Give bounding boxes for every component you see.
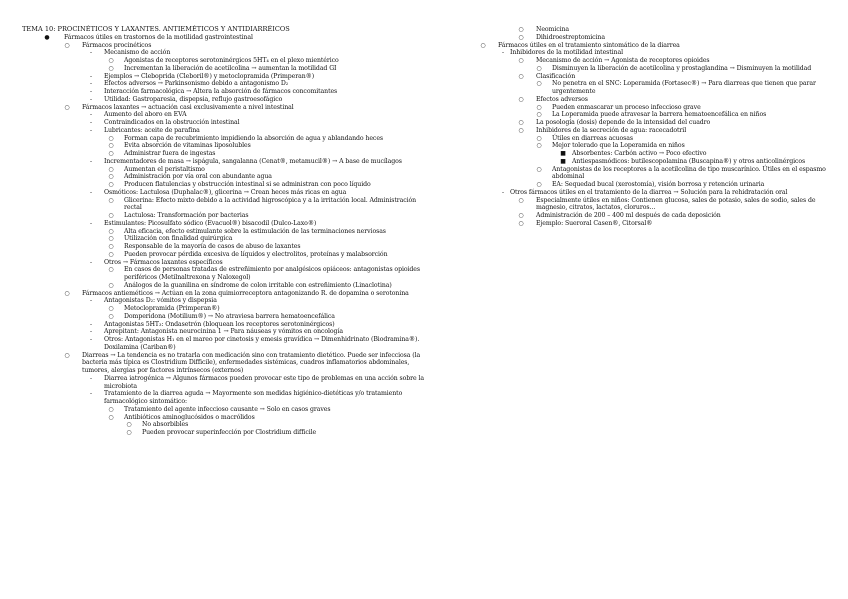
bullet-marker: ○: [518, 57, 524, 64]
outline-item: [22, 173, 434, 181]
bullet-marker: ○: [108, 227, 114, 235]
outline-text: Efectos adversos: [536, 95, 588, 103]
outline-item: [480, 34, 832, 42]
outline-item: [480, 197, 832, 213]
outline-text: Aprepitant: Antagonista neurocinina 1 → Para náuseas y vómitos en oncología: [104, 328, 343, 336]
outline-item: [480, 104, 832, 112]
bullet-marker: ○: [64, 41, 70, 49]
outline-text: Antagonistas de los receptores a la acetilcolina de tipo muscarínico. Útiles en el espasmo abdominal: [552, 165, 826, 181]
bullet-marker: ○: [126, 421, 132, 429]
outline-text: Diarreas → La tendencia es no tratarla con medicación sino con tratamiento dietético. Puede ser infecciosa (la bacteria más típica es Clostridium Difficile), enfermedades sistémicas, cuadros inflamatorios abdominales, tumores, alergias por factores intrínsecos (externos): [82, 351, 421, 374]
bullet-marker: ■: [560, 157, 566, 165]
outline-item: [22, 375, 434, 391]
outline-text: Tratamiento del agente infeccioso causante → Solo en casos graves: [124, 405, 331, 413]
bullet-marker: -: [90, 219, 92, 227]
outline-item: [480, 220, 832, 228]
outline-text: Fármacos procinéticos: [82, 41, 152, 49]
outline-text: No penetra en el SNC: Loperamida (Fortasec®) → Para diarreas que tienen que parar urgentemente: [552, 80, 816, 95]
outline-text: Dihidroestreptomicina: [536, 33, 605, 41]
outline-text: Absorbentes: Carbón activo → Poco efectivo: [572, 150, 707, 157]
bullet-marker: ○: [108, 281, 114, 289]
outline-text: Antagonistas D₂: vómitos y dispepsia: [104, 297, 217, 305]
bullet-marker: -: [90, 374, 92, 382]
bullet-marker: ○: [108, 413, 114, 421]
outline-text: Ejemplos → Cleboprida (Cleboril®) y metoclopramida (Primperan®): [104, 72, 315, 80]
outline-text: Diarrea iatrogénica → Algunos fármacos pueden provocar este tipo de problemas en una acción sobre la microbiota: [104, 374, 424, 390]
bullet-marker: -: [90, 88, 92, 95]
bullet-marker: -: [90, 258, 92, 266]
bullet-marker: ●: [44, 33, 50, 41]
bullet-marker: ○: [108, 181, 114, 188]
outline-text: Forman capa de recubrimiento impidiendo la absorción de agua y ablandando heces: [124, 134, 383, 142]
bullet-marker: -: [90, 336, 92, 343]
outline-item: [480, 212, 832, 220]
outline-text: Efectos adversos → Parkinsonismo debido a antagonismo D₂: [104, 80, 289, 88]
bullet-marker: ○: [536, 111, 542, 119]
bullet-marker: ○: [518, 26, 524, 33]
right-outline: [480, 26, 832, 228]
bullet-marker: ○: [536, 103, 542, 111]
bullet-marker: ○: [64, 289, 70, 297]
outline-item: [22, 328, 434, 336]
outline-text: Otros fármacos útiles en el tratamiento de la diarrea → Solución para la rehidratación oral: [510, 188, 788, 196]
outline-text: Incrementadores de masa → ispágula, sangalanna (Cenat®, metamucil®) → A base de mucílagos: [104, 157, 402, 165]
right-column: [480, 26, 832, 228]
outline-item: [22, 282, 434, 290]
bullet-marker: ○: [518, 219, 524, 227]
outline-item: [22, 390, 434, 406]
outline-text: Pueden provocar pérdida excesiva de líquidos y electrolitos, proteínas y malabsorción: [124, 250, 388, 258]
outline-item: [480, 73, 832, 81]
outline-text: Otros → Fármacos laxantes específicos: [104, 258, 223, 266]
outline-text: Mecanismo de acción: [104, 49, 171, 57]
outline-text: La posología (dosis) depende de la intensidad del cuadro: [536, 119, 711, 126]
outline-text: Inhibidores de la motilidad intestinal: [510, 49, 623, 57]
bullet-marker: ○: [108, 212, 114, 219]
bullet-marker: -: [90, 95, 92, 103]
bullet-marker: -: [90, 72, 92, 80]
outline-text: Mecanismo de acción → Agonista de receptores opioides: [536, 57, 710, 64]
outline-item: [22, 197, 434, 213]
bullet-marker: ○: [108, 134, 114, 142]
bullet-marker: ■: [560, 150, 566, 157]
outline-text: Administrar fuera de ingestas: [124, 150, 216, 157]
outline-item: [22, 65, 434, 73]
outline-item: [480, 26, 832, 34]
outline-text: Administración por vía oral con abundante agua: [124, 173, 272, 181]
bullet-marker: -: [502, 49, 504, 57]
bullet-marker: ○: [108, 266, 114, 274]
outline-item: [22, 189, 434, 197]
outline-text: Lactulosa: Transformación por bacterias: [124, 212, 249, 219]
outline-item: [480, 57, 832, 65]
outline-item: [480, 65, 832, 73]
bullet-marker: -: [90, 390, 92, 398]
outline-item: [480, 119, 832, 127]
outline-text: Útiles en diarreas acuosas: [552, 134, 633, 142]
outline-text: Mejor tolerado que la Loperamida en niños: [552, 142, 685, 150]
outline-text: Agonistas de receptores serotoninérgicos 5HT₄ en el plexo mientérico: [124, 57, 339, 64]
bullet-marker: ○: [518, 196, 524, 204]
outline-item: [480, 189, 832, 197]
bullet-marker: ○: [518, 212, 524, 219]
bullet-marker: ○: [108, 243, 114, 250]
outline-item: [22, 421, 434, 429]
bullet-marker: -: [90, 111, 92, 119]
bullet-marker: ○: [108, 64, 114, 72]
bullet-marker: -: [90, 188, 92, 196]
outline-text: EA: Sequedad bucal (xerostomía), visión borrosa y retención urinaria: [552, 181, 765, 188]
bullet-marker: ○: [536, 64, 542, 72]
outline-item: [480, 166, 832, 182]
bullet-marker: ○: [536, 181, 542, 188]
outline-item: [22, 305, 434, 313]
outline-item: [22, 111, 434, 119]
outline-item: [22, 142, 434, 150]
outline-item: [22, 313, 434, 321]
bullet-marker: ○: [108, 405, 114, 413]
outline-item: [480, 135, 832, 143]
outline-item: [22, 57, 434, 65]
outline-text: Fármacos útiles en el tratamiento sintomático de la diarrea: [498, 41, 680, 49]
outline-item: [480, 80, 832, 96]
outline-text: Tratamiento de la diarrea aguda → Mayormente son medidas higiénico-dietéticas y/o tratamiento farmacológico sintomático:: [104, 390, 403, 405]
bullet-marker: ○: [536, 80, 542, 88]
outline-text: Ejemplo: Sueroral Casen®, Citorsal®: [536, 219, 653, 227]
bullet-marker: ○: [536, 134, 542, 142]
bullet-marker: -: [502, 188, 504, 196]
outline-text: En casos de personas tratadas de estreñimiento por analgésicos opiáceos: antagonistas opioides periféricos (Metilnaltrexona y Naloxegol): [124, 266, 420, 281]
outline-text: Neomicina: [536, 26, 570, 33]
outline-text: Glicerina: Efecto mixto debido a la actividad higroscópica y a la irritación local. Administración rectal: [124, 196, 417, 212]
bullet-marker: -: [90, 119, 92, 126]
bullet-marker: ○: [108, 196, 114, 204]
bullet-marker: ○: [518, 126, 524, 134]
outline-text: Pueden enmascarar un proceso infeccioso grave: [552, 103, 701, 111]
outline-item: [22, 243, 434, 251]
outline-text: Producen flatulencias y obstrucción intestinal si se administran con poco líquido: [124, 181, 371, 188]
outline-text: Contraindicados en la obstrucción intestinal: [104, 119, 240, 126]
outline-item: [480, 111, 832, 119]
outline-item: [22, 119, 434, 127]
outline-text: Otros: Antagonistas H₁ en el mareo por cinetosis y emesis gravídica → Dimenhidrinato (Biodramina®). Doxilamina (Cariban®): [104, 336, 420, 351]
outline-item: [22, 297, 434, 305]
bullet-marker: ○: [108, 173, 114, 181]
bullet-marker: ○: [108, 57, 114, 64]
outline-item: [22, 212, 434, 220]
outline-text: Alta eficacia, efecto estimulante sobre la estimulación de las terminaciones nerviosas: [124, 227, 386, 235]
outline-item: [22, 259, 434, 267]
bullet-marker: ○: [108, 142, 114, 150]
bullet-marker: ○: [518, 119, 524, 126]
bullet-marker: ○: [108, 235, 114, 243]
outline-item: [22, 181, 434, 189]
outline-item: [480, 96, 832, 104]
outline-item: [22, 228, 434, 236]
outline-text: Clasificación: [536, 72, 576, 80]
bullet-marker: ○: [108, 305, 114, 312]
outline-text: Metoclopramida (Primperan®): [124, 305, 220, 312]
bullet-marker: ○: [536, 142, 542, 150]
outline-item: [22, 96, 434, 104]
outline-item: [22, 127, 434, 135]
bullet-marker: ○: [518, 72, 524, 80]
bullet-marker: ○: [480, 41, 486, 49]
outline-text: La Loperamida puede atravesar la barrera hematoencefálica en niños: [552, 111, 767, 119]
outline-item: [480, 49, 832, 57]
outline-text: Aumentan el peristaltismo: [124, 165, 205, 173]
outline-text: Antagonistas 5HT₃: Ondasetrón (bloquean los receptores serotoninérgicos): [104, 320, 335, 328]
outline-item: [22, 88, 434, 96]
bullet-marker: -: [90, 80, 92, 88]
outline-text: Domperidona (Motilium®) → No atraviesa barrera hematoencefálica: [124, 312, 335, 320]
bullet-marker: ○: [64, 103, 70, 111]
document-title: TEMA 10: PROCINÉTICOS Y LAXANTES. ANTIEMÉTICOS Y ANTIDIARRÉICOS: [22, 25, 290, 33]
outline-item: [22, 42, 434, 50]
outline-item: [22, 34, 434, 42]
outline-item: [22, 49, 434, 57]
bullet-marker: -: [90, 157, 92, 165]
bullet-marker: ○: [518, 95, 524, 103]
outline-item: [22, 135, 434, 143]
outline-text: Análogos de la guanilina en síndrome de colon irritable con estreñimiento (Linaclotina): [124, 281, 392, 289]
bullet-marker: ○: [536, 165, 542, 173]
outline-text: Inhibidores de la secreción de agua: racecadotril: [536, 126, 687, 134]
outline-text: Antibióticos aminoglucósidos o macrólidos: [124, 413, 255, 421]
outline-item: [22, 290, 434, 298]
outline-item: [480, 127, 832, 135]
bullet-marker: ○: [126, 429, 132, 436]
bullet-marker: -: [90, 297, 92, 305]
outline-item: [22, 429, 434, 437]
outline-item: [22, 266, 434, 282]
outline-text: No absorbibles: [142, 421, 189, 429]
outline-text: Fármacos útiles en trastornos de la motilidad gastrointestinal: [64, 33, 253, 41]
outline-item: [480, 150, 832, 158]
outline-item: [22, 80, 434, 88]
outline-item: [22, 220, 434, 228]
outline-text: Utilización con finalidad quirúrgica: [124, 235, 233, 243]
outline-text: Pueden provocar superinfección por Clostridium difficile: [142, 429, 317, 436]
outline-text: Incrementan la liberación de acetilcolina → aumentan la motilidad GI: [124, 64, 337, 72]
outline-item: [22, 166, 434, 174]
outline-text: Interacción farmacológica → Altera la absorción de fármacos concomitantes: [104, 88, 338, 95]
outline-text: Osmóticos: Lactulosa (Duphalac®), glicerina → Crean heces más ricas en agua: [104, 188, 347, 196]
outline-text: Responsable de la mayoría de casos de abuso de laxantes: [124, 243, 301, 250]
outline-item: [22, 158, 434, 166]
bullet-marker: -: [90, 320, 92, 328]
outline-text: Disminuyen la liberación de acetilcolina y prostaglandina → Disminuyen la motilidad: [552, 64, 812, 72]
bullet-marker: ○: [108, 312, 114, 320]
outline-item: [22, 73, 434, 81]
outline-text: Evita absorción de vitaminas liposolubles: [124, 142, 251, 150]
outline-item: [480, 42, 832, 50]
outline-text: Antiespasmódicos: butilescopolamina (Buscapina®) y otros anticolinérgicos: [572, 157, 806, 165]
left-column: [22, 26, 434, 437]
outline-item: [480, 142, 832, 150]
outline-text: Lubricantes: aceite de parafina: [104, 126, 200, 134]
outline-text: Especialmente útiles en niños: Contienen glucosa, sales de potasio, sales de sodio, sales de magnesio, citratos, lactatos, cloruros…: [536, 196, 816, 212]
outline-item: [22, 321, 434, 329]
bullet-marker: ○: [108, 250, 114, 258]
outline-item: [22, 251, 434, 259]
outline-item: [22, 150, 434, 158]
outline-item: [22, 414, 434, 422]
outline-item: [22, 352, 434, 375]
outline-text: Fármacos laxantes → actuación casi exclusivamente a nivel intestinal: [82, 103, 294, 111]
outline-text: Estimulantes: Picosulfato sódico (Evacuol®) bisacodil (Dulco-Laxo®): [104, 219, 317, 227]
outline-item: [22, 235, 434, 243]
outline-text: Utilidad: Gastroparesia, dispepsia, reflujo gastroesofágico: [104, 95, 283, 103]
outline-text: Administración de 200 – 400 ml después de cada deposición: [536, 212, 721, 219]
outline-item: [22, 406, 434, 414]
bullet-marker: -: [90, 49, 92, 57]
bullet-marker: ○: [108, 150, 114, 157]
outline-item: [22, 104, 434, 112]
bullet-marker: -: [90, 328, 92, 336]
left-outline: [22, 34, 434, 437]
bullet-marker: ○: [518, 33, 524, 41]
outline-text: Aumento del aboro en EVA: [104, 111, 187, 119]
bullet-marker: ○: [108, 165, 114, 173]
outline-item: [480, 158, 832, 166]
bullet-marker: -: [90, 126, 92, 134]
bullet-marker: ○: [64, 351, 70, 359]
outline-item: [480, 181, 832, 189]
outline-item: [22, 336, 434, 352]
outline-text: Fármacos antieméticos → Actúan en la zona quimiorreceptora antagonizando R. de dopamina o serotonina: [82, 289, 409, 297]
